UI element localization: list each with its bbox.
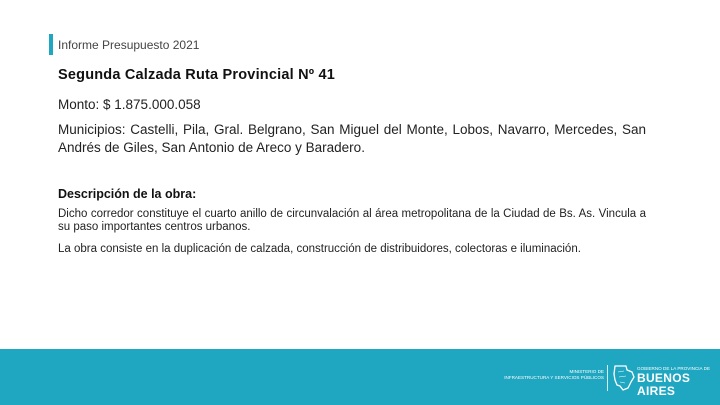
province-map-icon	[612, 364, 636, 392]
municipalities-text: Municipios: Castelli, Pila, Gral. Belgrano, San Miguel del Monte, Lobos, Navarro, Mercedes, San Andrés de Giles, San Antonio de Areco y Baradero.	[58, 122, 646, 155]
ministry-line-1: MINISTERIO DE	[569, 369, 604, 374]
ministry-logo-text	[500, 369, 604, 381]
description-heading: Descripción de la obra:	[58, 187, 197, 201]
buenos-aires-text: BUENOS AIRES	[637, 371, 691, 398]
header-accent-bar	[49, 34, 53, 55]
description-paragraph-2: La obra consiste en la duplicación de calzada, construcción de distribuidores, colectoras e iluminación.	[58, 243, 581, 255]
government-small-text: GOBIERNO DE LA PROVINCIA DE	[637, 366, 711, 371]
ministry-line-2: INFRAESTRUCTURA Y SERVICIOS PÚBLICOS	[504, 375, 604, 380]
description-paragraph-1: Dicho corredor constituye el cuarto anillo de circunvalación al área metropolitana de la Ciudad de Bs. As. Vincula a su paso importantes centros urbanos.	[58, 208, 646, 233]
amount-text: Monto: $ 1.875.000.058	[58, 97, 201, 112]
footer-divider	[607, 365, 608, 391]
page-title: Segunda Calzada Ruta Provincial Nº 41	[58, 67, 335, 83]
government-logo-text	[637, 366, 720, 398]
report-header-label: Informe Presupuesto 2021	[58, 38, 200, 52]
